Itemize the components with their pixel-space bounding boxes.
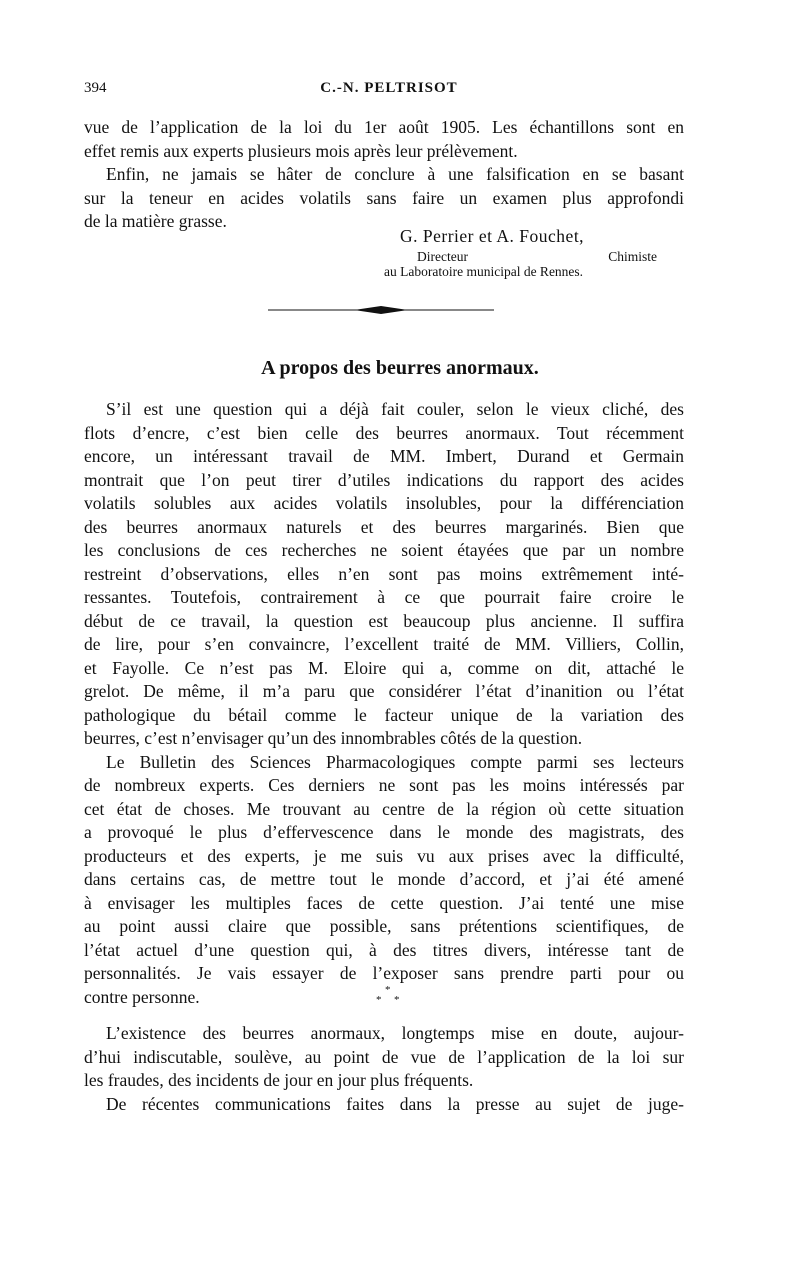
text-line: sur la teneur en acides volatils sans faire un examen plus approfondi <box>84 187 684 208</box>
text-line: S’il est une question qui a déjà fait couler, selon le vieux cliché, des <box>106 399 684 419</box>
paragraph <box>84 751 684 1010</box>
text-line: pathologique du bétail comme le facteur unique de la variation des <box>84 704 684 725</box>
running-head: C.-N. PELTRISOT <box>320 80 458 96</box>
text-line: d’hui indiscutable, soulève, au point de vue de l’application de la loi sur <box>84 1046 684 1067</box>
text-line: producteurs et des experts, je me suis vu aux prises avec la difficulté, <box>84 845 684 866</box>
text-line: Le Bulletin des Sciences Pharmacologiques compte parmi ses lecteurs <box>106 751 684 772</box>
text-line: volatils solubles aux acides volatils insolubles, pour la différenciation <box>84 493 684 513</box>
text-line: les conclusions de ces recherches ne soient étayées que par un nombre <box>84 540 684 560</box>
text-line: a provoqué le plus d’effervescence dans le monde des magistrats, des <box>84 822 684 842</box>
asterism: * * * <box>376 984 400 1006</box>
section-body <box>84 398 684 1009</box>
paragraph <box>84 398 684 751</box>
signature-laboratory: au Laboratoire municipal de Rennes. <box>384 264 584 279</box>
text-line: l’état actuel d’une question qui, à des titres divers, intéresse tant de <box>84 939 684 960</box>
text-line: vue de l’application de la loi du 1er août 1905. Les échantillons sont en <box>84 117 684 137</box>
text-line: ressantes. Toutefois, contrairement à ce que pourrait faire croire le <box>84 587 684 607</box>
text-line: beurres, c’est n’envisager qu’un des innombrables côtés de la question. <box>84 728 583 748</box>
signature-names: G. Perrier et A. Fouchet, <box>400 226 585 246</box>
text-line: L’existence des beurres anormaux, longtemps mise en doute, aujour- <box>106 1023 684 1043</box>
text-line: grelot. De même, il m’a paru que considérer l’état d’inanition ou l’état <box>84 681 684 701</box>
page-number: 394 <box>84 80 107 96</box>
text-line: encore, un intéressant travail de MM. Imbert, Durand et Germain <box>84 446 684 466</box>
text-line: montrait que l’on peut tirer d’utiles indications du rapport des acides <box>84 469 684 490</box>
text-line: à envisager les multiples faces de cette question. J’ai tenté une mise <box>84 892 684 913</box>
section-body-continued <box>84 1022 684 1116</box>
section-title: A propos des beurres anormaux. <box>261 357 539 379</box>
text-line: contre personne. <box>84 986 200 1007</box>
paragraph <box>84 1022 684 1093</box>
role-chemist: Chimiste <box>608 249 657 264</box>
text-line: Enfin, ne jamais se hâter de conclure à une falsification en se basant <box>106 164 684 184</box>
text-line: début de ce travail, la question est beaucoup plus ancienne. Il suffira <box>84 610 684 631</box>
text-line: les fraudes, des incidents de jour en jour plus fréquents. <box>84 1070 474 1090</box>
text-line: de lire, pour s’en convaincre, l’excellent traité de MM. Villiers, Collin, <box>84 634 684 654</box>
text-line: De récentes communications faites dans la presse au sujet de juge- <box>106 1093 684 1114</box>
text-line: dans certains cas, de mettre tout le monde d’accord, et j’ai été amené <box>84 869 684 889</box>
text-line: restreint d’observations, elles n’en sont pas moins extrêmement inté- <box>84 563 684 584</box>
paragraph <box>84 1093 684 1117</box>
text-line: effet remis aux experts plusieurs mois après leur prélèvement. <box>84 140 518 161</box>
text-line: des beurres anormaux naturels et des beurres margarinés. Bien que <box>84 516 684 537</box>
previous-article-ending <box>84 116 684 234</box>
role-director: Directeur <box>417 249 468 264</box>
section-divider-ornament <box>268 302 494 318</box>
text-line: de nombreux experts. Ces derniers ne sont pas les moins intéressés par <box>84 775 684 795</box>
page-header <box>84 80 694 100</box>
text-line: personnalités. Je vais essayer de l’exposer sans prendre parti pour ou <box>84 963 684 983</box>
text-line: de la matière grasse. <box>84 211 227 231</box>
text-line: et Fayolle. Ce n’est pas M. Eloire qui a, comme on dit, attaché le <box>84 657 684 678</box>
text-line: cet état de choses. Me trouvant au centre de la région où cette situation <box>84 798 684 819</box>
text-line: flots d’encre, c’est bien celle des beurres anormaux. Tout récemment <box>84 422 684 443</box>
signature-roles <box>417 249 657 265</box>
text-line: au point aussi claire que possible, sans prétentions scientifiques, de <box>84 916 684 936</box>
